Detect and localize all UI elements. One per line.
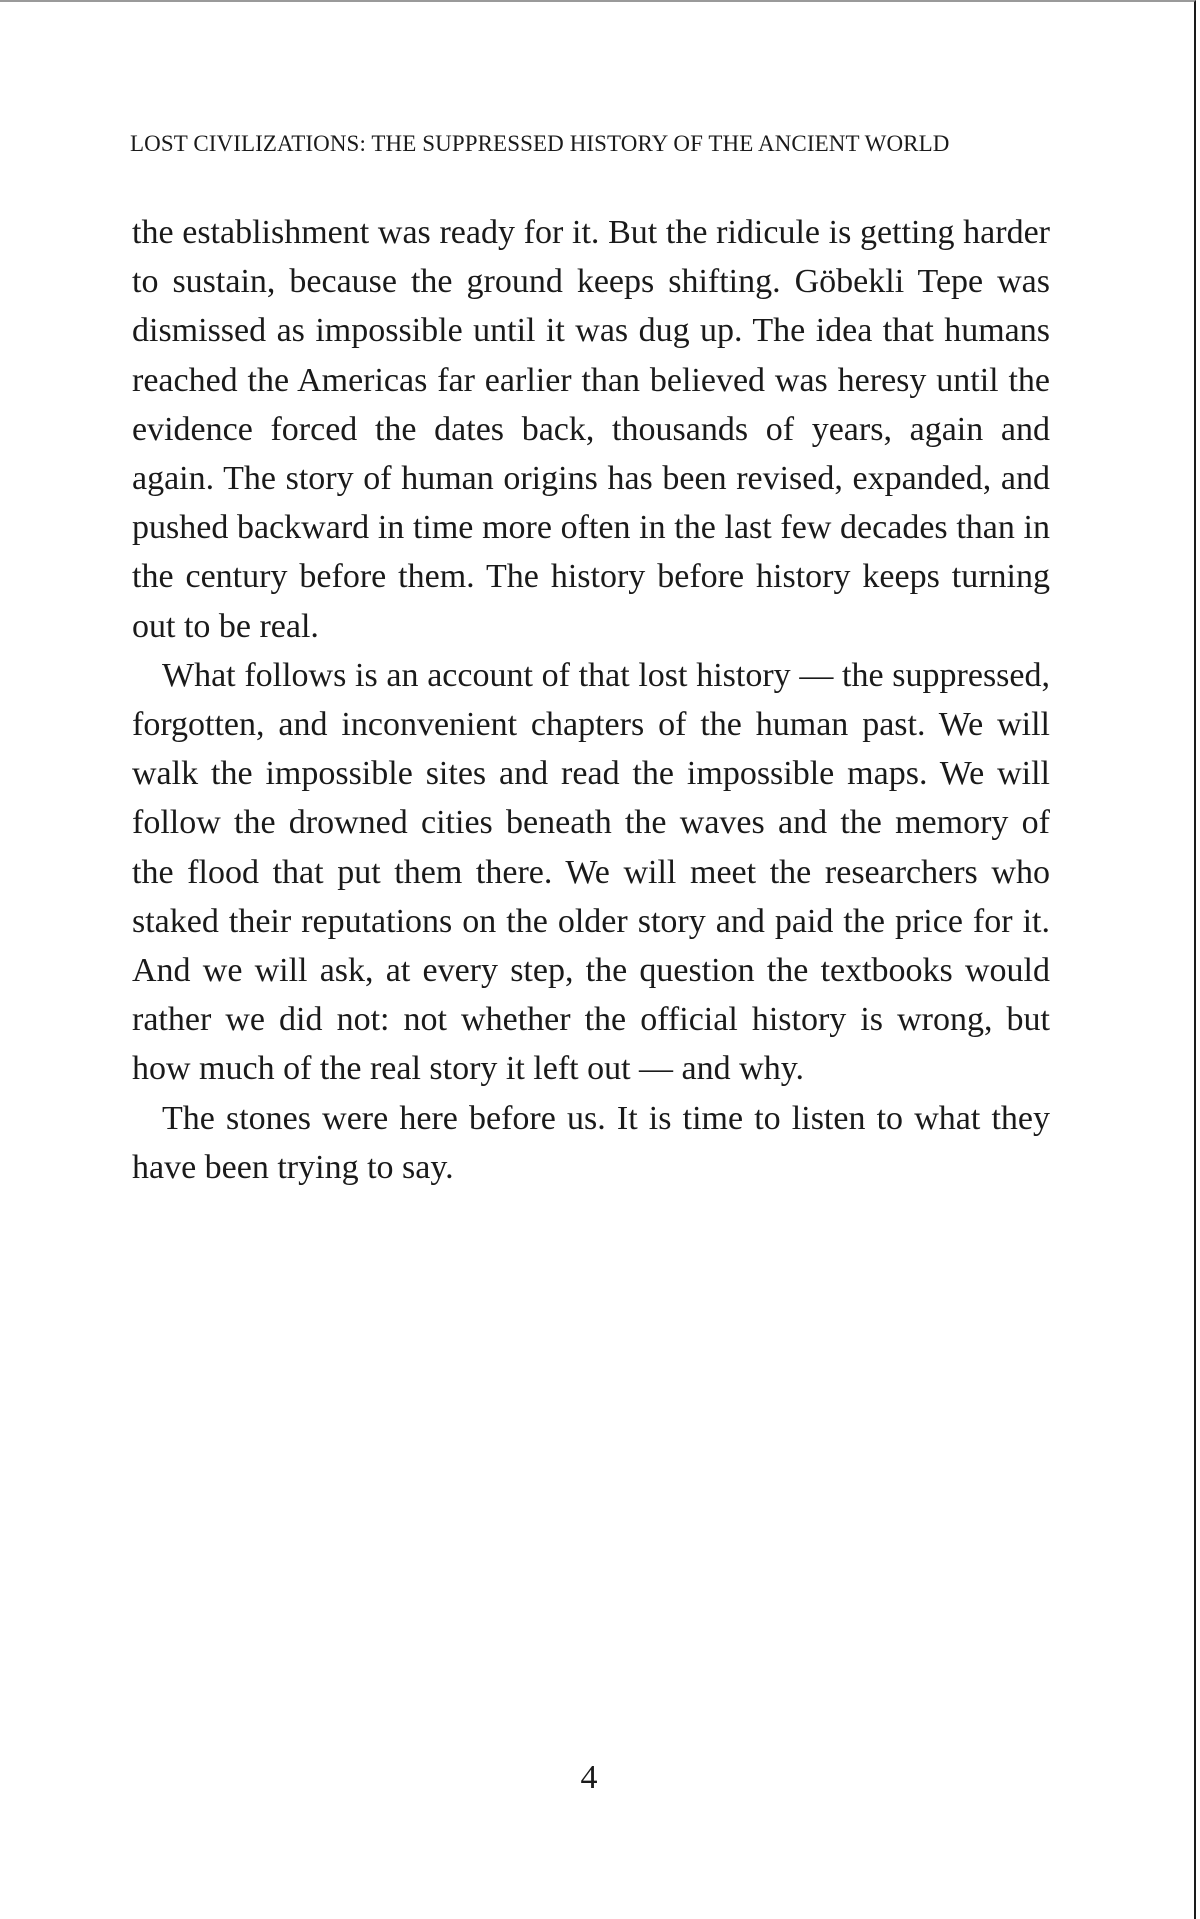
paragraph-lost-history: What follows is an account of that lost history — the suppressed, forgotten, and inconvenient chapters of the human past. We will walk the impossible sites and read the impossible maps. We will follow the drowned cities beneath the waves and the memory of the flood that put them there. We will meet the researchers who staked their reputations on the older story and paid the price for it. And we will ask, at every step, the question the textbooks would rather we did not: not whether the official history is wrong, but how much of the real story it left out — and why.: [132, 656, 1050, 1088]
paragraph-continued: the establishment was ready for it. But the ridicule is getting harder to sustain, because the ground keeps shifting. Göbekli Tepe was dismissed as impossible until it was dug up. The idea that humans reached the Americas far earlier than believed was heresy until the evidence forced the dates back, thousands of years, again and again. The story of human origins has been revised, expanded, and pushed backward in time more often in the last few decades than in the century before them. The history before history keeps turning out to be real.: [132, 214, 1050, 645]
running-head: LOST CIVILIZATIONS: THE SUPPRESSED HISTORY OF THE ANCIENT WORLD: [130, 131, 950, 156]
body-text: [132, 208, 1050, 1192]
paragraph-stones: The stones were here before us. It is time to listen to what they have been trying to say.: [132, 1099, 1050, 1186]
page-number: 4: [580, 1759, 598, 1796]
